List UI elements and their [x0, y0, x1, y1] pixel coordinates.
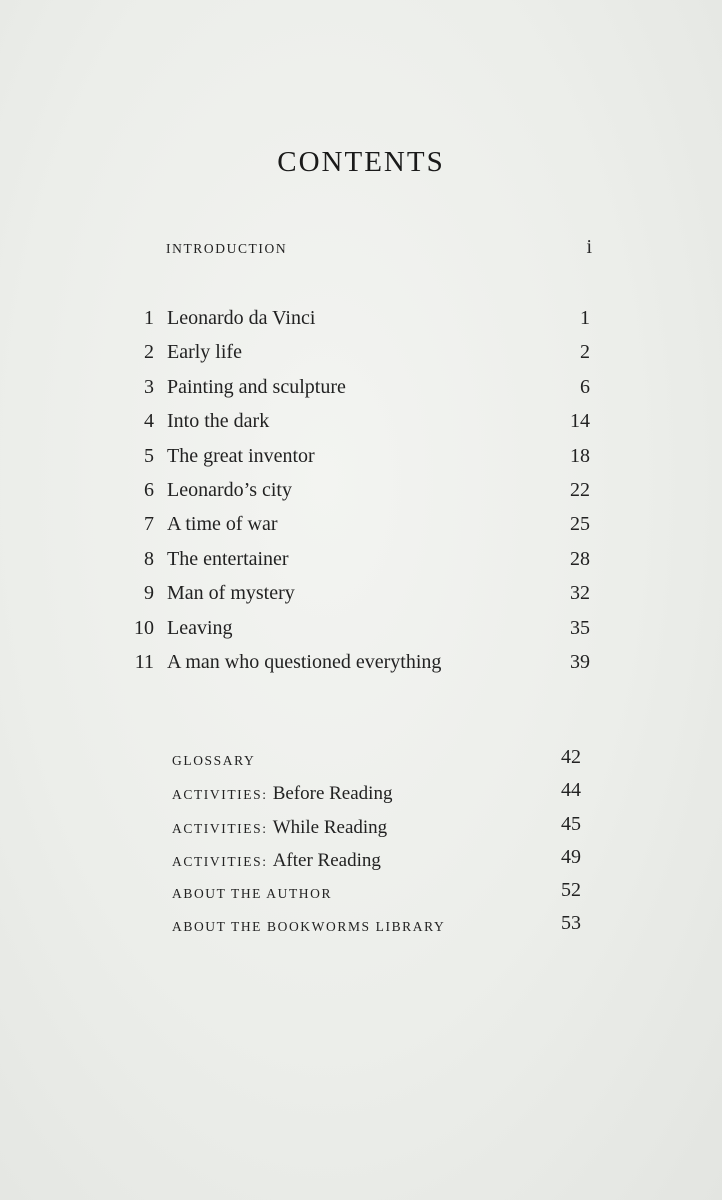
back-matter-label — [172, 850, 381, 872]
chapter-row — [130, 476, 590, 510]
chapter-list — [130, 304, 590, 682]
chapter-title: The great inventor — [167, 444, 315, 467]
back-matter-row-glossary — [172, 744, 581, 777]
back-matter-page: 49 — [561, 845, 581, 868]
chapter-number: 5 — [144, 444, 154, 467]
chapter-page: 18 — [570, 444, 590, 467]
toc-entry-label: INTRODUCTION — [166, 241, 288, 256]
chapter-page: 14 — [570, 410, 590, 433]
back-matter-page: 53 — [561, 912, 581, 935]
back-matter-rest: After Reading — [272, 849, 381, 871]
chapter-row — [130, 407, 590, 441]
chapter-page: 39 — [570, 650, 590, 673]
back-matter-rest: While Reading — [272, 816, 388, 838]
back-matter-row-activities-while — [172, 811, 581, 844]
chapter-page: 35 — [570, 616, 590, 639]
toc-entry-introduction — [166, 236, 592, 264]
back-matter-page: 52 — [561, 879, 581, 902]
back-matter-label — [172, 883, 332, 902]
chapter-title: Leonardo da Vinci — [167, 307, 316, 329]
chapter-number: 8 — [144, 547, 154, 570]
chapter-title: A man who questioned everything — [167, 650, 442, 673]
back-matter-label — [172, 916, 445, 935]
chapter-row — [130, 648, 590, 682]
chapter-title: Leaving — [167, 616, 233, 639]
chapter-row — [130, 373, 590, 407]
back-matter-prefix: ACTIVITIES: — [172, 787, 268, 803]
toc-entry-page: i — [586, 236, 592, 258]
chapter-number: 2 — [144, 341, 154, 364]
chapter-page: 25 — [570, 513, 590, 536]
back-matter-row-activities-after — [172, 844, 581, 877]
chapter-row — [130, 442, 590, 476]
chapter-number: 1 — [144, 307, 154, 329]
back-matter-rest: Before Reading — [272, 783, 393, 805]
back-matter-prefix: GLOSSARY — [172, 753, 256, 768]
back-matter-page: 42 — [561, 746, 581, 768]
chapter-title: Leonardo’s city — [167, 478, 292, 501]
back-matter-label — [172, 817, 387, 839]
chapter-page: 1 — [580, 307, 590, 329]
chapter-number: 4 — [144, 410, 154, 433]
chapter-title: Into the dark — [167, 410, 270, 433]
back-matter-row-activities-before — [172, 777, 581, 810]
chapter-row — [130, 545, 590, 579]
back-matter-prefix: ACTIVITIES: — [172, 853, 268, 869]
chapter-row — [130, 579, 590, 613]
chapter-number: 3 — [144, 375, 154, 398]
back-matter-label — [172, 750, 255, 769]
back-matter-page: 45 — [561, 812, 581, 835]
back-matter-list — [172, 744, 581, 944]
chapter-page: 2 — [580, 341, 590, 364]
back-matter-label — [172, 783, 392, 805]
chapter-number: 6 — [144, 478, 154, 501]
chapter-title: The entertainer — [167, 547, 289, 570]
chapter-page: 32 — [570, 582, 590, 605]
chapter-page: 28 — [570, 547, 590, 570]
back-matter-row-about-author — [172, 877, 581, 910]
chapter-row — [130, 510, 590, 544]
chapter-title: Painting and sculpture — [167, 375, 346, 398]
chapter-number: 9 — [144, 582, 154, 605]
page-title: CONTENTS — [277, 146, 445, 178]
back-matter-prefix: ABOUT THE AUTHOR — [172, 886, 333, 902]
back-matter-prefix: ABOUT THE BOOKWORMS LIBRARY — [172, 919, 446, 935]
chapter-number: 11 — [134, 650, 154, 673]
back-matter-row-about-library — [172, 910, 581, 943]
chapter-page: 6 — [580, 375, 590, 398]
chapter-title: Early life — [167, 341, 242, 364]
chapter-row — [130, 614, 590, 648]
back-matter-prefix: ACTIVITIES: — [172, 820, 268, 836]
chapter-title: A time of war — [167, 513, 278, 536]
chapter-row — [130, 338, 590, 372]
chapter-row — [130, 304, 590, 338]
chapter-number: 7 — [144, 513, 154, 536]
back-matter-page: 44 — [561, 779, 581, 802]
chapter-title: Man of mystery — [167, 582, 295, 605]
chapter-number: 10 — [134, 616, 154, 639]
chapter-page: 22 — [570, 478, 590, 501]
